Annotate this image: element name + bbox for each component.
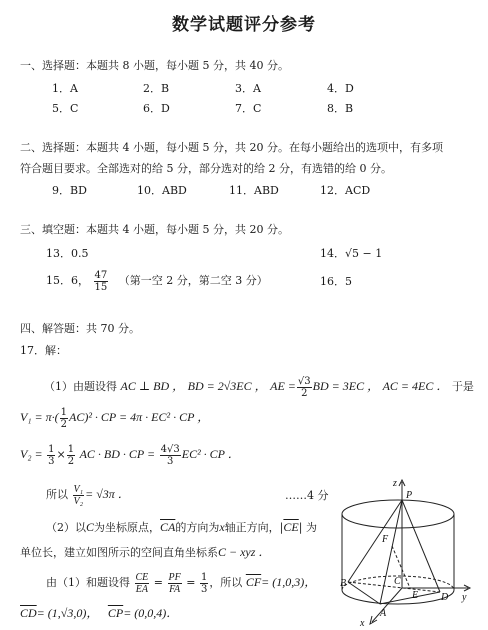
answer-7: 7．C: [235, 102, 262, 115]
section2-header-line2: 符合题目要求。全部选对的给 5 分，部分选对的给 2 分，有选错的给 0 分。: [20, 162, 392, 175]
answer-9: 9．BD: [52, 184, 87, 197]
answer-15-fraction: $\frac{47}{15}$: [94, 269, 108, 293]
v2-formula: V₂ = $\frac{1}{3}$ × $\frac{1}{2}$ AC · BD · CP = $\frac{4√3}{3}$ EC² · CP ．: [20, 443, 240, 467]
answer-15-note: （第一空 2 分，第二空 3 分）: [118, 274, 268, 287]
answer-14: [320, 247, 382, 261]
label-P: P: [406, 490, 413, 501]
answer-13: 13．0.5: [46, 247, 89, 260]
part2-line1: （2）以C为坐标原点，$\overline{CA}$的方向为x轴正方向，$|\overline{CE}|$ 为: [46, 520, 317, 534]
edge-PD: [402, 500, 440, 592]
section3-header: 三、填空题：本题共 4 小题，每小题 5 分，共 20 分。: [20, 223, 289, 236]
section4-header: 四、解答题：共 70 分。: [20, 322, 140, 335]
x-axis: [372, 588, 402, 622]
answer-4: 4．D: [327, 82, 354, 95]
label-y: y: [462, 592, 467, 603]
edge-AD: [380, 592, 440, 604]
section1-header: 一、选择题：本题共 8 小题，每小题 5 分，共 40 分。: [20, 59, 289, 72]
score-note: ……4 分: [285, 489, 329, 502]
part2-line4: $\overline{CD}= (1,√3,0)$， $\overline{CP}= (0,0,4)$．: [20, 606, 179, 620]
ratio-line: 所以 $\frac{\text{V₁}}{\text{V₂}}$ = √3π ．: [46, 483, 130, 507]
section2-header-line1: 二、选择题：本题共 4 小题，每小题 5 分，共 20 分。在每小题给出的选项中，有多项: [20, 141, 443, 154]
edge-PB: [348, 500, 402, 582]
page-title: 数学试题评分参考: [172, 15, 316, 35]
label-B: B: [340, 578, 347, 589]
part2-line2: 单位长，建立如图所示的空间直角坐标系C − xyz ．: [20, 545, 271, 559]
answer-11: 11．ABD: [229, 184, 279, 197]
label-C: C: [394, 576, 401, 587]
label-F: F: [382, 534, 389, 545]
label-A: A: [380, 608, 387, 619]
answer-3: 3．A: [235, 82, 261, 95]
answer-6: 6．D: [143, 102, 170, 115]
answer-5: 5．C: [52, 102, 79, 115]
cylinder-figure: [336, 476, 476, 628]
label-E: E: [412, 590, 419, 601]
part1-line: （1）由题设得 AC ⊥ BD ， BD = 2√3EC ， AE = $\frac{√3}{2}$ BD = 3EC ， AC = 4EC ． 于是: [44, 375, 474, 399]
answer-2: 2．B: [143, 82, 170, 95]
v1-formula: V₁ = π·( $\frac{1}{2}$ AC)² · CP = 4π · EC² · CP ，: [20, 406, 210, 430]
answer-14-value: √5 − 1: [345, 247, 383, 260]
answer-15-label: 15．6，: [46, 274, 89, 287]
answer-8: 8．B: [327, 102, 354, 115]
label-x: x: [360, 618, 365, 628]
answer-14-label: 14．: [320, 247, 345, 260]
label-z: z: [393, 478, 397, 489]
label-D: D: [441, 592, 449, 603]
edge-PA: [380, 500, 402, 604]
q17-label: 17．解：: [20, 344, 67, 357]
answer-10: 10．ABD: [137, 184, 187, 197]
answer-16: 16．5: [320, 275, 352, 288]
cylinder-top-ellipse: [342, 500, 454, 528]
part2-line3: 由（1）和题设得 $\frac{CE}{EA}$ = $\frac{PF}{FA}$ = $\frac{1}{3}$ ，所以 $\overline{CF}= (1,0,3)$，: [46, 571, 317, 595]
answer-1: 1．A: [52, 82, 78, 95]
answer-12: 12．ACD: [320, 184, 371, 197]
answer-15: [46, 268, 268, 294]
